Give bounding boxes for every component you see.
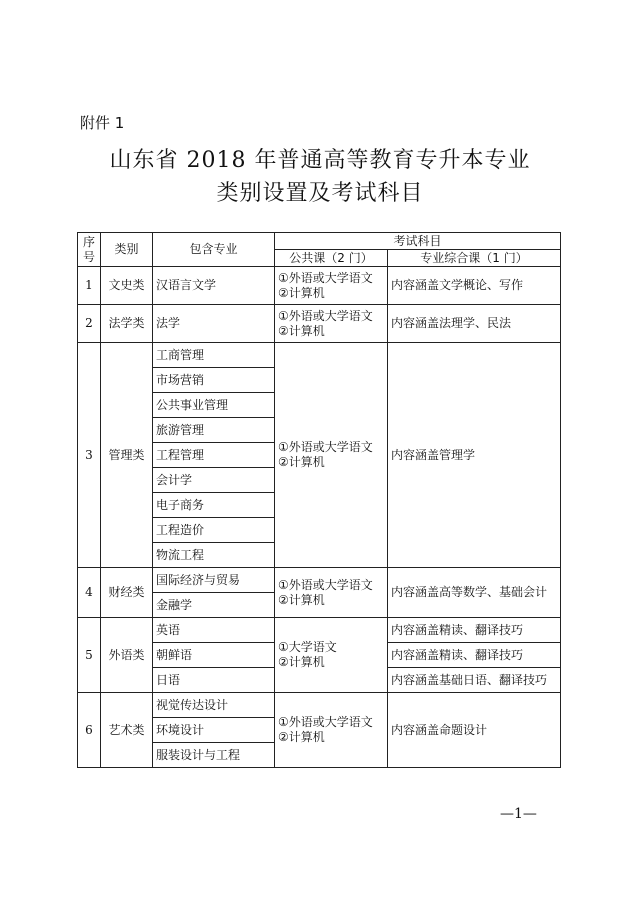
major-cell: 会计学: [153, 468, 275, 493]
table-header-row: [78, 233, 561, 250]
seq-cell: 3: [78, 343, 101, 568]
category-cell: 文史类: [101, 267, 153, 305]
public-course-line: ②计算机: [278, 730, 325, 744]
major-cell: 市场营销: [153, 368, 275, 393]
public-course-line: ②计算机: [278, 592, 325, 607]
public-course-line: ②计算机: [278, 323, 325, 338]
table-row: [78, 568, 561, 593]
exam-subjects-table: [77, 232, 561, 768]
major-cell: 视觉传达设计: [153, 693, 275, 718]
public-course-cell: [275, 343, 388, 568]
table-row: [78, 618, 561, 643]
major-cell: 电子商务: [153, 493, 275, 518]
category-cell: 财经类: [101, 568, 153, 618]
table-row: [78, 305, 561, 343]
public-course-cell: [275, 267, 388, 305]
category-cell: 管理类: [101, 343, 153, 568]
comprehensive-cell: 内容涵盖文学概论、写作: [388, 267, 561, 305]
public-course-cell: [275, 618, 388, 693]
public-course-cell: [275, 305, 388, 343]
document-title-line-1: 山东省 2018 年普通高等教育专升本专业: [109, 148, 531, 173]
header-category: 类别: [101, 233, 153, 267]
major-cell: 金融学: [153, 593, 275, 618]
major-cell: 环境设计: [153, 718, 275, 743]
seq-cell: 1: [78, 267, 101, 305]
comprehensive-cell: 内容涵盖基础日语、翻译技巧: [388, 668, 561, 693]
seq-cell: 4: [78, 568, 101, 618]
comprehensive-cell: 内容涵盖法理学、民法: [388, 305, 561, 343]
major-cell: 工程造价: [153, 518, 275, 543]
major-cell: 法学: [153, 305, 275, 343]
major-cell: 工商管理: [153, 343, 275, 368]
major-cell: 国际经济与贸易: [153, 568, 275, 593]
category-cell: 艺术类: [101, 693, 153, 768]
major-cell: 日语: [153, 668, 275, 693]
category-cell: 法学类: [101, 305, 153, 343]
header-majors: 包含专业: [153, 233, 275, 267]
table-row: [78, 267, 561, 305]
public-course-line: ①大学语文: [278, 640, 337, 654]
major-cell: 服装设计与工程: [153, 743, 275, 768]
public-course-line: ①外语或大学语文: [278, 440, 373, 454]
seq-cell: 6: [78, 693, 101, 768]
table-row: [78, 693, 561, 718]
major-cell: 工程管理: [153, 443, 275, 468]
comprehensive-cell: 内容涵盖管理学: [388, 343, 561, 568]
public-course-line: ①外语或大学语文: [278, 577, 373, 592]
seq-cell: 5: [78, 618, 101, 693]
public-course-line: ①外语或大学语文: [278, 270, 373, 285]
major-cell: 汉语言文学: [153, 267, 275, 305]
document-title-line-2: 类别设置及考试科目: [216, 181, 424, 206]
header-seq: 序号: [78, 233, 101, 267]
major-cell: 英语: [153, 618, 275, 643]
public-course-line: ②计算机: [278, 285, 325, 300]
public-course-line: ②计算机: [278, 455, 325, 469]
comprehensive-cell: 内容涵盖高等数学、基础会计: [388, 568, 561, 618]
public-course-line: ①外语或大学语文: [278, 308, 373, 323]
public-course-cell: [275, 568, 388, 618]
comprehensive-cell: 内容涵盖精读、翻译技巧: [388, 643, 561, 668]
major-cell: 朝鲜语: [153, 643, 275, 668]
seq-cell: 2: [78, 305, 101, 343]
page-number: —1—: [500, 806, 537, 822]
public-course-cell: [275, 693, 388, 768]
category-cell: 外语类: [101, 618, 153, 693]
header-comprehensive-course: 专业综合课（1 门）: [388, 250, 561, 267]
major-cell: 物流工程: [153, 543, 275, 568]
public-course-line: ①外语或大学语文: [278, 715, 373, 729]
comprehensive-cell: 内容涵盖精读、翻译技巧: [388, 618, 561, 643]
comprehensive-cell: 内容涵盖命题设计: [388, 693, 561, 768]
attachment-label: 附件 1: [80, 114, 125, 132]
header-public-courses: 公共课（2 门）: [275, 250, 388, 267]
major-cell: 旅游管理: [153, 418, 275, 443]
major-cell: 公共事业管理: [153, 393, 275, 418]
header-exam-subjects: 考试科目: [275, 233, 561, 250]
public-course-line: ②计算机: [278, 655, 325, 669]
table-row: [78, 343, 561, 368]
